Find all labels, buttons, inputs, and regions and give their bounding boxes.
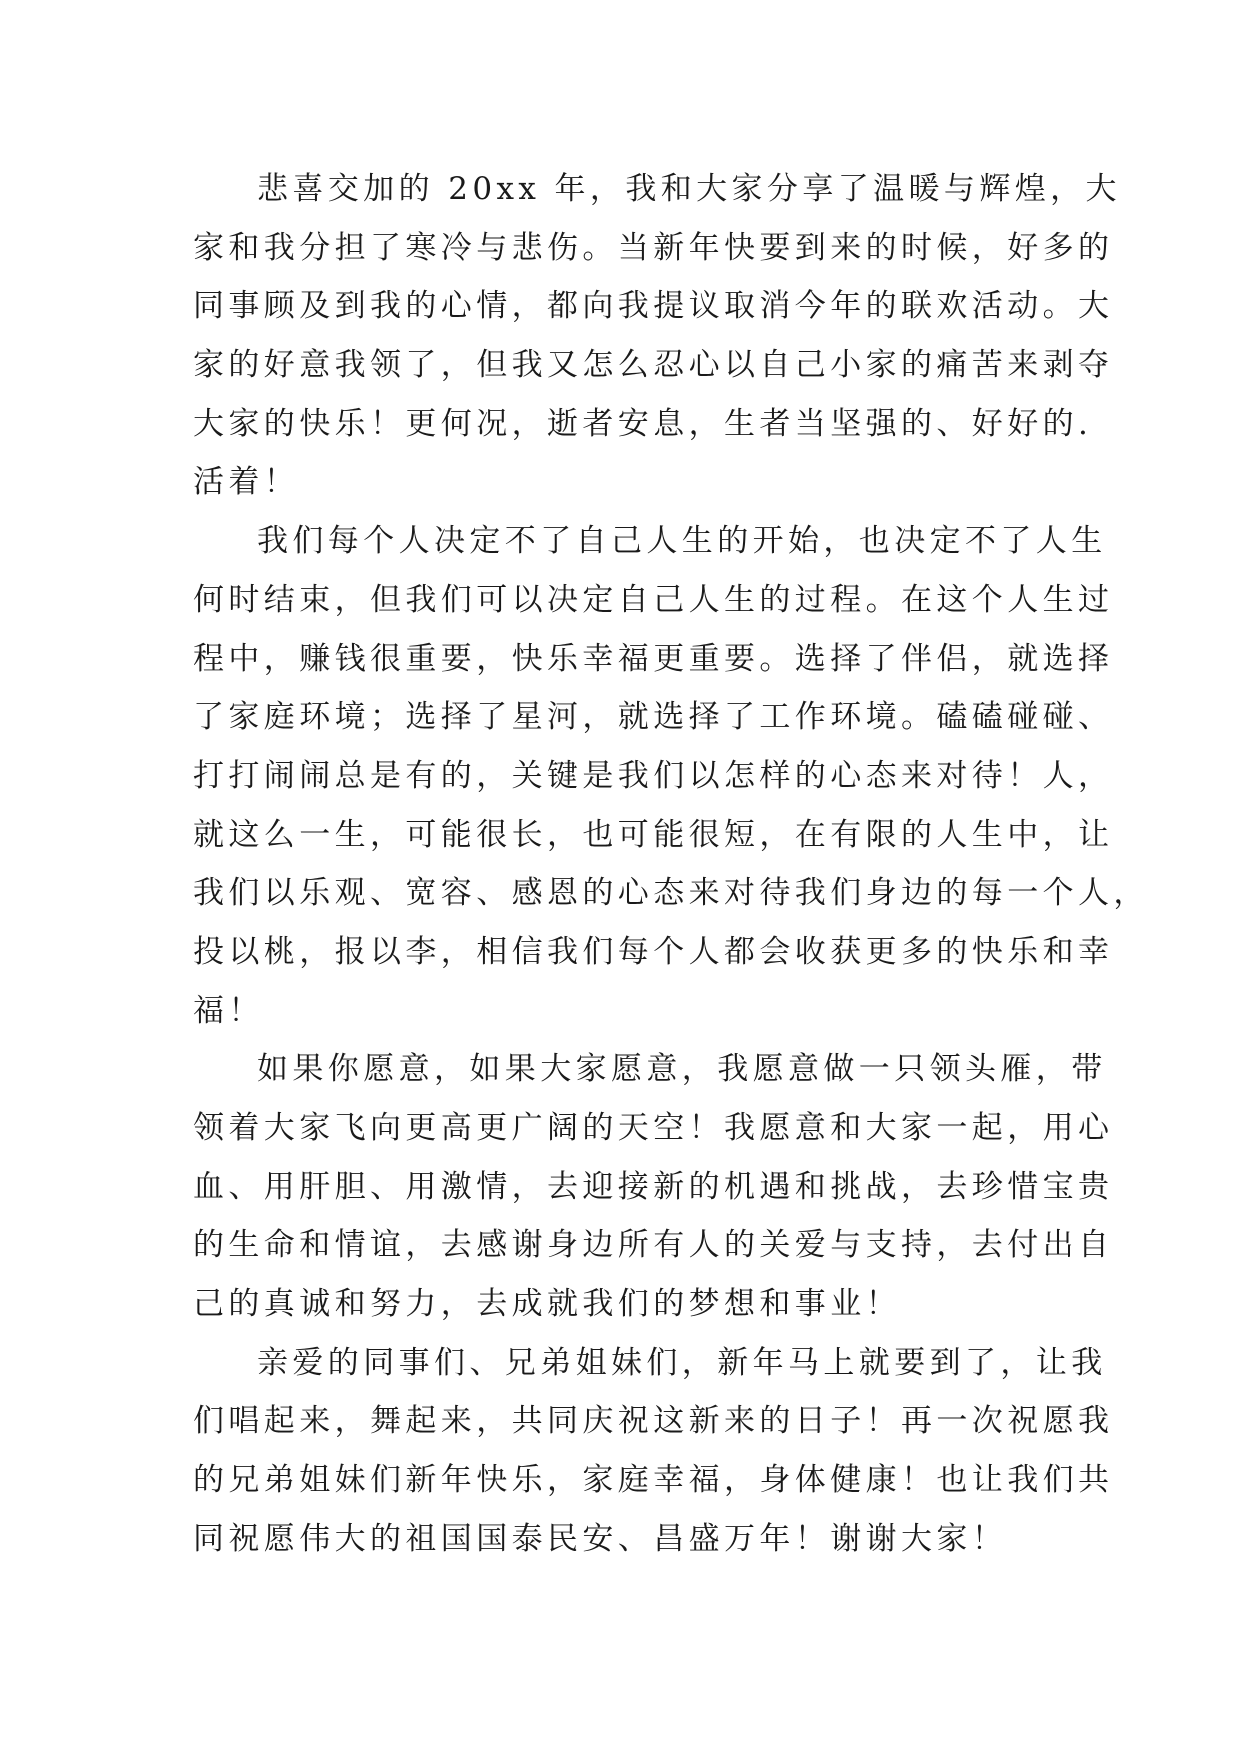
text-line: 悲喜交加的 20xx 年，我和大家分享了温暖与辉煌，大	[257, 171, 1121, 207]
paragraph	[193, 1334, 1114, 1569]
text-line: 投以桃，报以李，相信我们每个人都会收获更多的快乐和幸	[193, 933, 1114, 970]
text-line: 活着！	[193, 464, 300, 501]
text-line: 大家的快乐！更何况，逝者安息，生者当坚强的、好好的.	[193, 405, 1093, 442]
text-line: 的兄弟姐妹们新年快乐，家庭幸福，身体健康！也让我们共	[193, 1462, 1114, 1499]
text-line: 如果你愿意，如果大家愿意，我愿意做一只领头雁，带	[257, 1051, 1107, 1088]
text-line: 同祝愿伟大的祖国国泰民安、昌盛万年！谢谢大家！	[193, 1520, 1008, 1557]
paragraph	[193, 160, 1121, 512]
paragraph	[193, 512, 1149, 1040]
text-line: 亲爱的同事们、兄弟姐妹们，新年马上就要到了，让我	[257, 1344, 1107, 1381]
text-line: 我们每个人决定不了自己人生的开始，也决定不了人生	[257, 523, 1107, 560]
text-line: 们唱起来，舞起来，共同庆祝这新来的日子！再一次祝愿我	[193, 1403, 1114, 1440]
text-line: 己的真诚和努力，去成就我们的梦想和事业！	[193, 1286, 901, 1323]
text-line: 我们以乐观、宽容、感恩的心态来对待我们身边的每一个人，	[193, 875, 1149, 912]
text-line: 同事顾及到我的心情，都向我提议取消今年的联欢活动。大	[193, 288, 1114, 325]
text-line: 就这么一生，可能很长，也可能很短，在有限的人生中，让	[193, 816, 1114, 853]
text-line: 家和我分担了寒冷与悲伤。当新年快要到来的时候，好多的	[193, 229, 1114, 266]
text-line: 了家庭环境；选择了星河，就选择了工作环境。磕磕碰碰、	[193, 699, 1114, 736]
text-line: 领着大家飞向更高更广阔的天空！我愿意和大家一起，用心	[193, 1110, 1114, 1146]
text-line: 程中，赚钱很重要，快乐幸福更重要。选择了伴侣，就选择	[193, 640, 1114, 677]
text-line: 福！	[193, 992, 264, 1029]
text-line: 血、用肝胆、用激情，去迎接新的机遇和挑战，去珍惜宝贵	[193, 1168, 1114, 1205]
paragraph	[193, 1040, 1114, 1333]
text-line: 家的好意我领了，但我又怎么忍心以自己小家的痛苦来剥夺	[193, 347, 1114, 384]
text-line: 的生命和情谊，去感谢身边所有人的关爱与支持，去付出自	[193, 1227, 1114, 1264]
text-line: 何时结束，但我们可以决定自己人生的过程。在这个人生过	[193, 581, 1114, 618]
document-body	[193, 160, 1149, 1569]
text-line: 打打闹闹总是有的，关键是我们以怎样的心态来对待！人，	[193, 757, 1114, 794]
